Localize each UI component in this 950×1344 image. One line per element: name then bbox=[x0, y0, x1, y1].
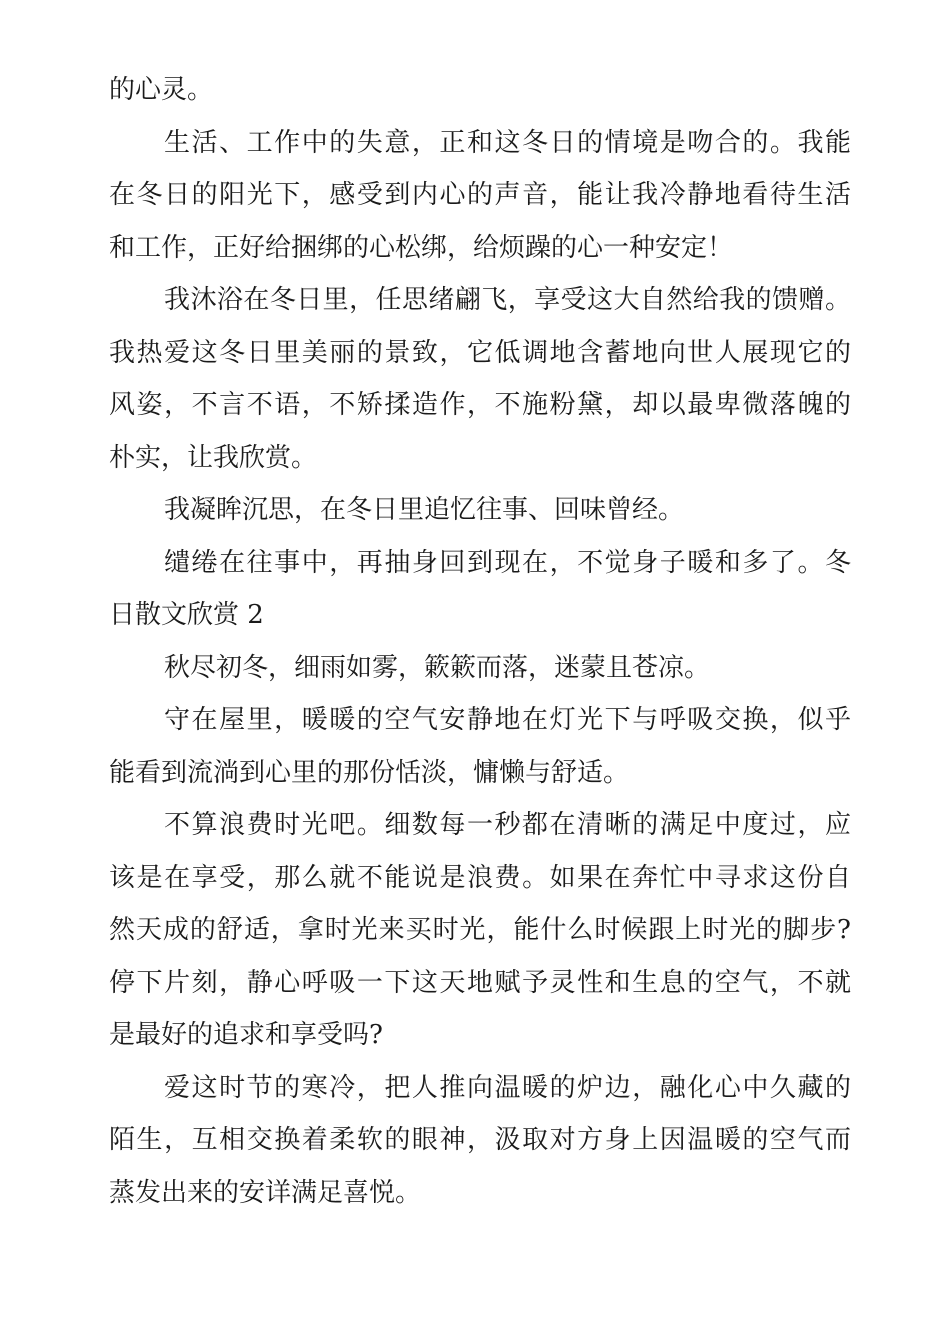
document-body bbox=[109, 64, 851, 1219]
text-line: 和工作，正好给捆绑的心松绑，给烦躁的心一种安定！ bbox=[109, 232, 734, 263]
text-line: 我热爱这冬日里美丽的景致，它低调地含蓄地向世人展现它的 bbox=[109, 337, 851, 368]
text-line: 守在屋里，暖暖的空气安静地在灯光下与呼吸交换，似乎 bbox=[164, 705, 851, 735]
text-line: 秋尽初冬，细雨如雾，簌簌而落，迷蒙且苍凉。 bbox=[164, 652, 711, 683]
text-line: 缱绻在往事中，再抽身回到现在，不觉身子暖和多了。冬 bbox=[164, 547, 851, 578]
text-line: 我凝眸沉思，在冬日里追忆往事、回味曾经。 bbox=[164, 495, 685, 525]
text-line: 风姿，不言不语，不矫揉造作，不施粉黛，却以最卑微落魄的 bbox=[109, 390, 851, 420]
text-line: 蒸发出来的安详满足喜悦。 bbox=[109, 1177, 422, 1208]
text-line: 日散文欣赏 2 bbox=[109, 600, 264, 630]
text-line: 朴实，让我欣赏。 bbox=[109, 442, 318, 473]
text-line: 我沐浴在冬日里，任思绪翩飞，享受这大自然给我的馈赠。 bbox=[164, 285, 851, 315]
text-line: 是最好的追求和享受吗? bbox=[109, 1020, 383, 1050]
text-line: 停下片刻，静心呼吸一下这天地赋予灵性和生息的空气，不就 bbox=[109, 967, 851, 998]
text-line: 生活、工作中的失意，正和这冬日的情境是吻合的。我能 bbox=[164, 127, 851, 158]
text-line: 陌生，互相交换着柔软的眼神，汲取对方身上因温暖的空气而 bbox=[109, 1125, 851, 1155]
text-line: 的心灵。 bbox=[109, 75, 214, 105]
text-line: 该是在享受，那么就不能说是浪费。如果在奔忙中寻求这份自 bbox=[109, 862, 851, 893]
text-line: 然天成的舒适，拿时光来买时光，能什么时候跟上时光的脚步? bbox=[109, 915, 851, 945]
text-line: 爱这时节的寒冷，把人推向温暖的炉边，融化心中久藏的 bbox=[164, 1072, 851, 1103]
text-line: 在冬日的阳光下，感受到内心的声音，能让我冷静地看待生活 bbox=[109, 180, 851, 210]
text-line: 能看到流淌到心里的那份恬淡，慵懒与舒适。 bbox=[109, 757, 630, 788]
text-line: 不算浪费时光吧。细数每一秒都在清晰的满足中度过，应 bbox=[164, 810, 851, 840]
